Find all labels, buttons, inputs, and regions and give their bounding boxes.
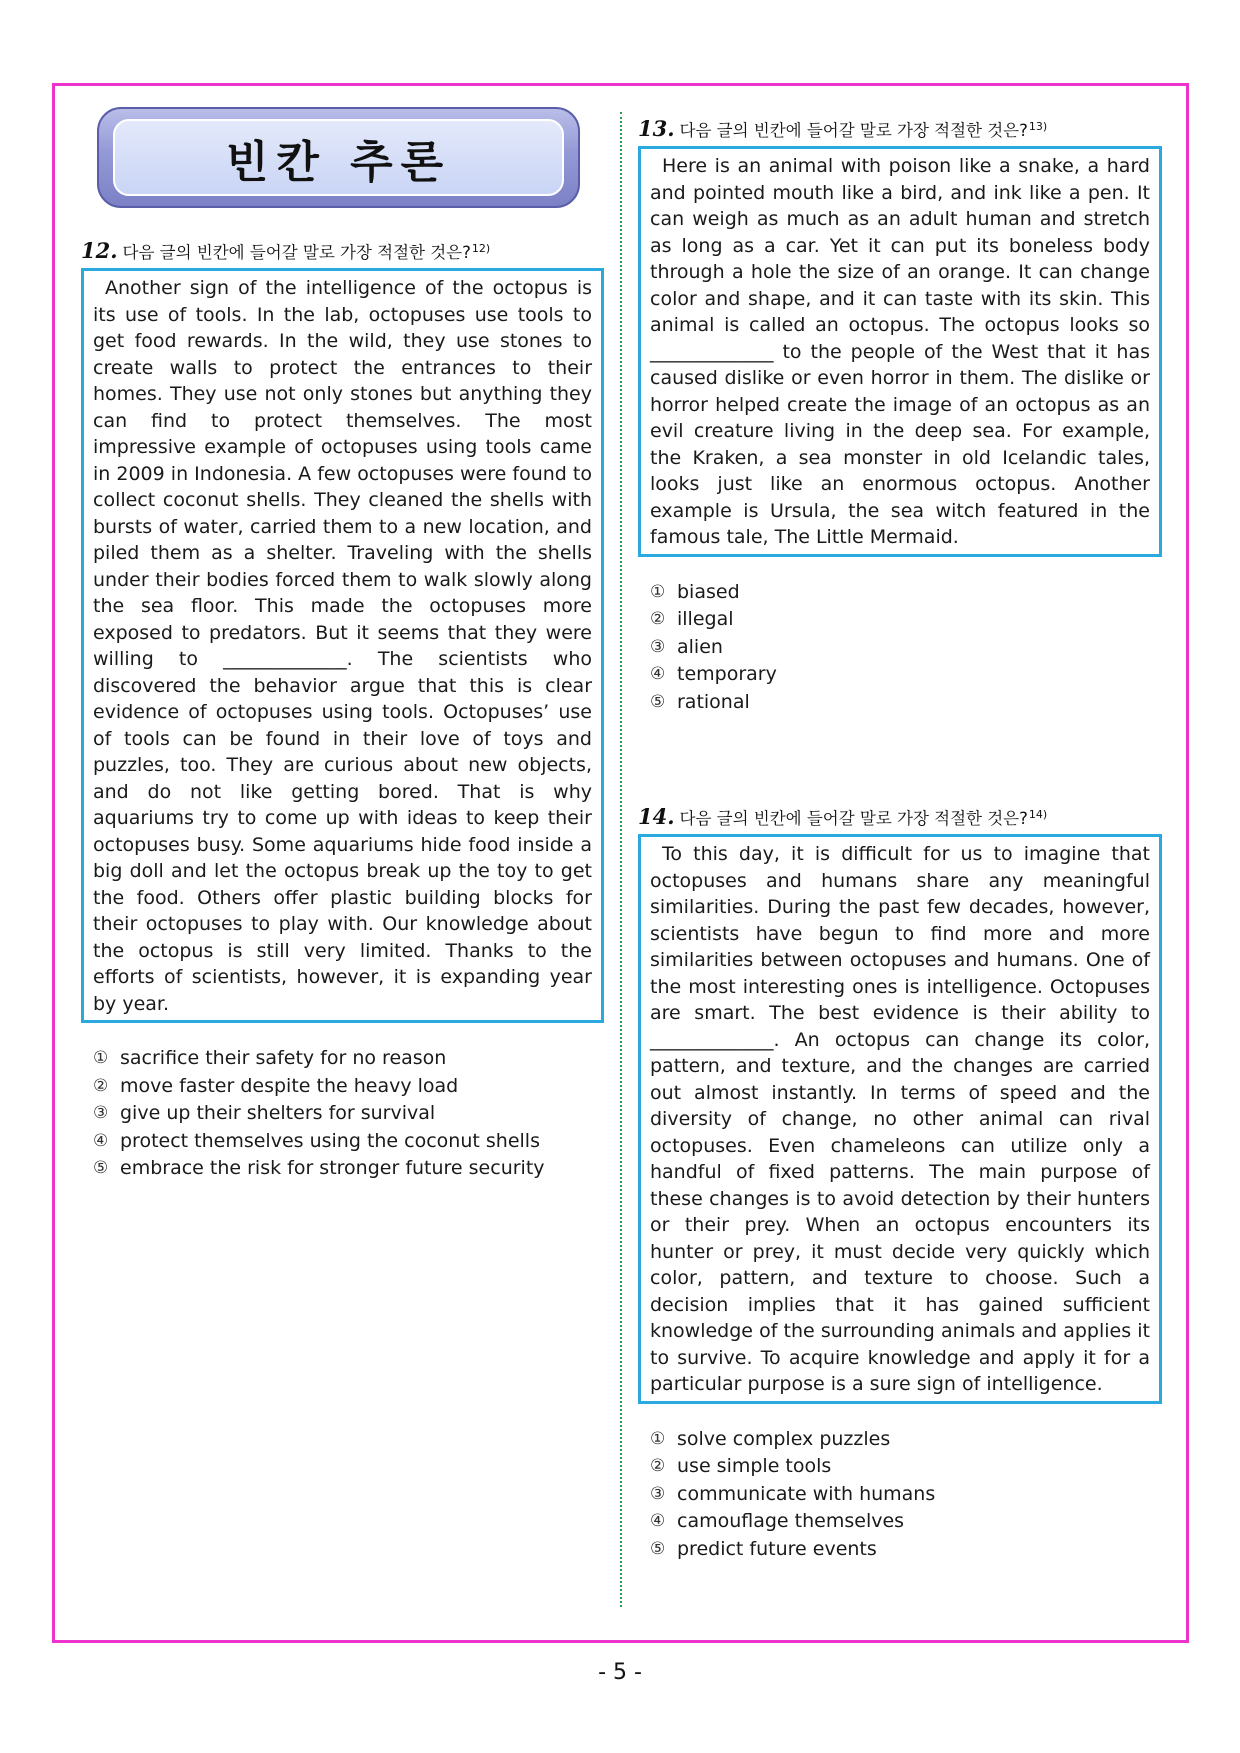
question-14-header bbox=[638, 804, 1162, 829]
question-14-passage: To this day, it is difficult for us to imagine that octopuses and humans share any meaningful similarities. During the past few decades, however, scientists have begun to find more and more similarities between octopuses and humans. One of the most interesting ones is intelligence. Octopuses are smart. The best evidence is their ability to _____________. An octopus can change its color, pattern, and texture, and the changes are carried out almost instantly. In terms of speed and the diversity of change, no other animal can rival octopuses. Even chameleons can utilize only a handful of fixed patterns. The main purpose of these changes is to avoid detection by their hunters or their prey. When an octopus encounters its hunter or prey, it must decide very quickly which color, pattern, and texture to choose. Such a decision implies that it has gained sufficient knowledge of the surrounding animals and applies it to survive. To acquire knowledge and apply it for a particular purpose is a sure sign of intelligence. bbox=[638, 834, 1162, 1404]
question-prompt: 다음 글의 빈칸에 들어갈 말로 가장 적절한 것은?$^{13)}$ bbox=[679, 119, 1048, 140]
footnote-ref: 12) bbox=[471, 241, 491, 255]
option-3[interactable]: ③ communicate with humans bbox=[650, 1482, 936, 1505]
left-column bbox=[81, 107, 604, 1183]
section-title-banner bbox=[97, 107, 580, 208]
section-title: 빈칸 추론 bbox=[225, 136, 452, 188]
question-12-header bbox=[81, 238, 604, 263]
question-12-options bbox=[93, 1045, 604, 1183]
question-13-passage: Here is an animal with poison like a snake, a hard and pointed mouth like a bird, and ink like a pen. It can weigh as much as an adult human and stretch as long as a car. Yet it can put its boneless body through a hole the size of an orange. It can change color and shape, and it can taste with its skin. This animal is called an octopus. The octopus looks so _____________ to the people of the West that it has caused dislike or even horror in them. The dislike or horror helped create the image of an octopus as an evil creature living in the deep sea. For example, the Kraken, a sea monster in old Icelandic tales, looks just like an enormous octopus. Another example is Ursula, the sea witch featured in the famous tale, The Little Mermaid. bbox=[638, 146, 1162, 557]
option-1[interactable]: ① sacrifice their safety for no reason bbox=[93, 1047, 447, 1069]
option-5[interactable]: ⑤ predict future events bbox=[650, 1537, 877, 1560]
page-number: - 5 - bbox=[598, 1660, 642, 1685]
question-prompt: 다음 글의 빈칸에 들어갈 말로 가장 적절한 것은?$^{14)}$ bbox=[679, 807, 1048, 828]
option-4[interactable]: ④ camouflage themselves bbox=[650, 1510, 905, 1532]
question-prompt: 다음 글의 빈칸에 들어갈 말로 가장 적절한 것은?$^{12)}$ bbox=[122, 241, 491, 262]
option-1[interactable]: ① biased bbox=[650, 580, 740, 603]
footnote-ref: 14) bbox=[1028, 807, 1048, 821]
question-13-header bbox=[638, 116, 1162, 141]
option-3[interactable]: ③ alien bbox=[650, 635, 723, 658]
option-2[interactable]: ② use simple tools bbox=[650, 1455, 832, 1477]
option-4[interactable]: ④ temporary bbox=[650, 663, 777, 685]
option-3[interactable]: ③ give up their shelters for survival bbox=[93, 1102, 436, 1124]
option-1[interactable]: ① solve complex puzzles bbox=[650, 1427, 891, 1450]
right-column bbox=[638, 116, 1162, 1563]
question-number: 13. bbox=[638, 116, 675, 141]
option-4[interactable]: ④ protect themselves using the coconut shells bbox=[93, 1129, 540, 1152]
option-5[interactable]: ⑤ embrace the risk for stronger future security bbox=[93, 1157, 545, 1179]
section-title-inner bbox=[113, 119, 564, 196]
question-12-passage: Another sign of the intelligence of the octopus is its use of tools. In the lab, octopuses use tools to get food rewards. In the wild, they use stones to create walls to protect the entrances to their homes. They use not only stones but anything they can find to protect themselves. The most impressive example of octopuses using tools came in 2009 in Indonesia. A few octopuses were found to collect coconut shells. They cleaned the shells with bursts of water, carried them to a new location, and piled them as a shelter. Traveling with the shells under their bodies forced them to walk slowly along the sea floor. This made the octopuses more exposed to predators. But it seems that they were willing to _____________. The scientists who discovered the behavior argue that this is clear evidence of octopuses using tools. Octopuses’ use of tools can be found in their love of toys and puzzles, too. They are curious about new objects, and do not like getting bored. That is why aquariums try to come up with ideas to keep their octopuses busy. Some aquariums hide food inside a big doll and let the octopus break up the toy to get the food. Others offer plastic building blocks for their octopuses to play with. Our knowledge about the octopus is still very limited. Thanks to the efforts of scientists, however, it is expanding year by year. bbox=[81, 268, 604, 1023]
option-2[interactable]: ② move faster despite the heavy load bbox=[93, 1074, 459, 1097]
question-number: 12. bbox=[81, 238, 118, 263]
question-14-options bbox=[650, 1426, 1162, 1564]
question-13-options bbox=[650, 579, 1162, 717]
question-number: 14. bbox=[638, 804, 675, 829]
column-divider bbox=[620, 112, 622, 1607]
footnote-ref: 13) bbox=[1028, 119, 1048, 133]
option-2[interactable]: ② illegal bbox=[650, 608, 734, 630]
option-5[interactable]: ⑤ rational bbox=[650, 690, 750, 713]
